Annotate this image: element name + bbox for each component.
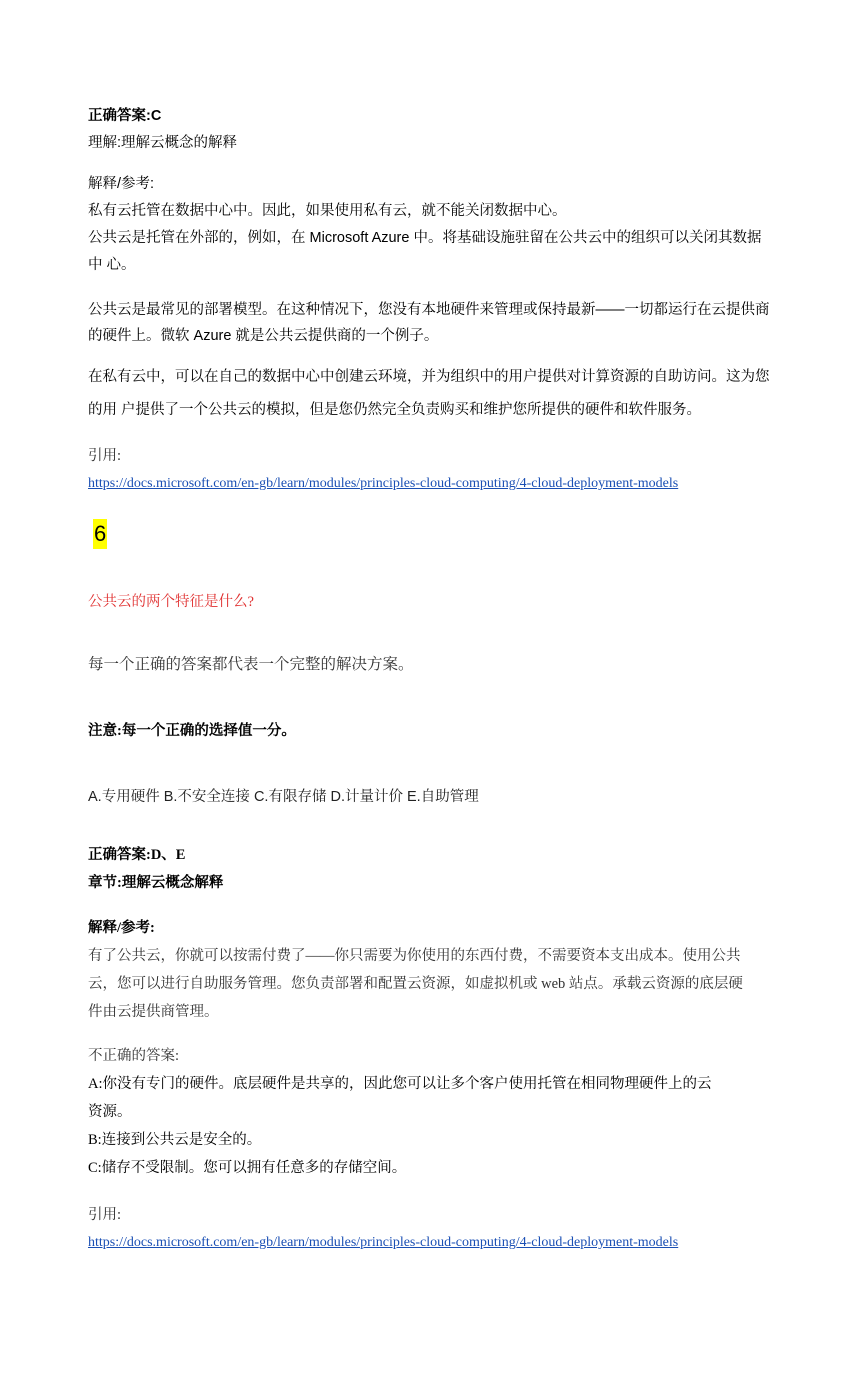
question-explain-title: 解释/参考: <box>88 920 155 936</box>
prev-para3-line1: 公共云是最常见的部署模型。在这种情况下，您没有本地硬件来管理或保持最新——一切都运行在云提供商 <box>88 302 770 318</box>
question-note: 注意:每一个正确的选择值一分。 <box>88 723 296 739</box>
question-section: 章节:理解云概念解释 <box>88 875 224 891</box>
incorrect-line-a: A:你没有专门的硬件。底层硬件是共享的，因此您可以让多个客户使用托管在相同物理硬件上的云 <box>88 1076 712 1092</box>
prev-ref-label: 引用: <box>88 448 122 464</box>
prev-ref-link-wrap <box>88 473 678 494</box>
question-explain-line1: 有了公共云，你就可以按需付费了——你只需要为你使用的东西付费，不需要资本支出成本。使用公共 <box>88 948 741 964</box>
prev-section: 理解:理解云概念的解释 <box>88 135 238 151</box>
question-explain-line2: 云，您可以进行自助服务管理。您负责部署和配置云资源，如虚拟机或 web 站点。承载云资源的底层硬 <box>88 976 743 992</box>
prev-answer: 正确答案:C <box>88 108 162 124</box>
question-text: 公共云的两个特征是什么? <box>88 594 254 610</box>
prev-ref-link[interactable]: https://docs.microsoft.com/en-gb/learn/modules/principles-cloud-computing/4-cloud-deployment-models <box>88 476 679 491</box>
prev-para4-line1: 在私有云中，可以在自己的数据中心中创建云环境，并为组织中的用户提供对计算资源的自助访问。这为您 <box>88 369 770 385</box>
incorrect-line-b: B:连接到公共云是安全的。 <box>88 1132 262 1148</box>
question-ref-label: 引用: <box>88 1207 122 1223</box>
prev-para2-line1: 公共云是托管在外部的，例如，在 Microsoft Azure 中。将基础设施驻留在公共云中的组织可以关闭其数据 <box>88 230 762 246</box>
prev-para1-line1: 私有云托管在数据中心中。因此，如果使用私有云，就不能关闭数据中心。 <box>88 203 567 219</box>
question-ref-link-wrap <box>88 1232 678 1253</box>
prev-para2-line2: 中 心。 <box>88 257 136 273</box>
prev-para4-line2: 的用 户提供了一个公共云的模拟，但是您仍然完全负责购买和维护您所提供的硬件和软件服务。 <box>88 402 702 418</box>
question-ref-link[interactable]: https://docs.microsoft.com/en-gb/learn/modules/principles-cloud-computing/4-cloud-deployment-models <box>88 1235 679 1250</box>
incorrect-title: 不正确的答案: <box>88 1048 180 1064</box>
incorrect-line-a2: 资源。 <box>88 1104 132 1120</box>
prev-explain-title: 解释/参考: <box>88 176 155 192</box>
incorrect-line-c: C:储存不受限制。您可以拥有任意多的存储空间。 <box>88 1160 407 1176</box>
question-number-badge: 6 <box>93 519 107 549</box>
question-explain-line3: 件由云提供商管理。 <box>88 1004 219 1020</box>
prev-para3-line2: 的硬件上。微软 Azure 就是公共云提供商的一个例子。 <box>88 328 439 344</box>
question-options: A.专用硬件 B.不安全连接 C.有限存储 D.计量计价 E.自助管理 <box>88 789 479 805</box>
question-instruction: 每一个正确的答案都代表一个完整的解决方案。 <box>88 656 414 673</box>
question-answer: 正确答案:D、E <box>88 847 186 863</box>
